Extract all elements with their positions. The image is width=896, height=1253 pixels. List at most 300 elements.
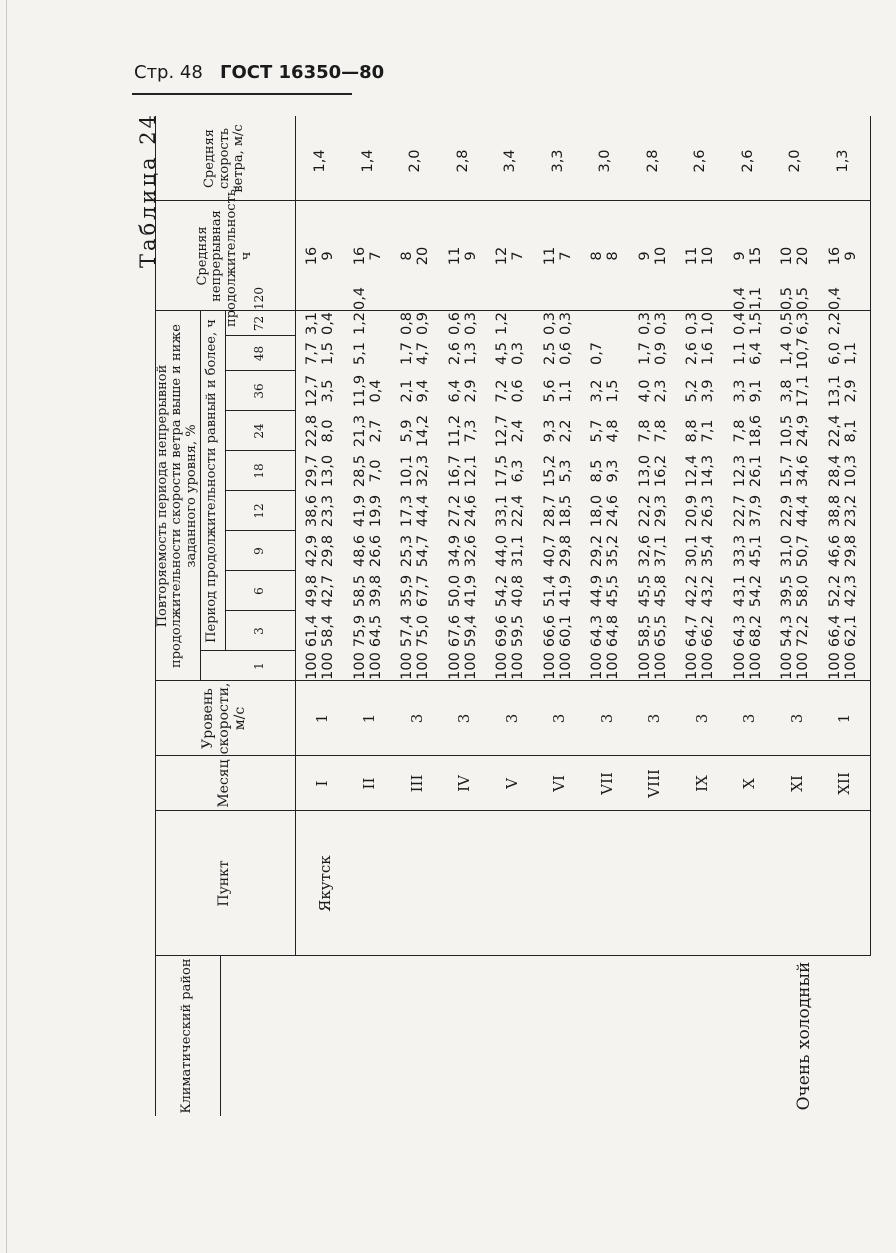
- value-cell: 1,0: [700, 311, 716, 336]
- value-cell: 23,3: [320, 494, 336, 528]
- value-cell: 49,8: [304, 574, 320, 608]
- value-cell: 2,6: [684, 341, 700, 366]
- value-cell: 100: [541, 652, 558, 680]
- value-cell: 3,9: [700, 379, 716, 403]
- value-cell: 100: [304, 652, 320, 680]
- month-cell-X: X: [740, 778, 759, 789]
- header-speed-level-text: Уровень скорости, м/с: [200, 682, 248, 755]
- value-cell: 100: [652, 652, 669, 680]
- value-cell: 18,0: [589, 494, 605, 528]
- value-cell: 57,4: [399, 614, 415, 648]
- avg-speed-cell: 2,6: [739, 149, 756, 173]
- value-cell: 66,6: [541, 614, 558, 648]
- hour-header-3: 3: [252, 627, 267, 635]
- level-cell: 1: [312, 713, 331, 724]
- value-cell: 1,1: [731, 341, 748, 366]
- value-cell: 12,4: [684, 454, 700, 488]
- value-cell: 35,4: [700, 534, 716, 568]
- value-cell: 64,5: [367, 614, 384, 648]
- standard-code: ГОСТ 16350—80: [220, 62, 385, 83]
- value-cell: 100: [636, 652, 653, 680]
- month-cell-IX: IX: [692, 775, 711, 792]
- rule-col-h9: [225, 335, 295, 336]
- value-cell: 24,6: [462, 494, 479, 528]
- avg-duration-cell: 7: [557, 251, 574, 261]
- value-cell: 1,6: [700, 341, 716, 366]
- avg-duration-cell: 9: [636, 251, 653, 261]
- value-cell: 29,8: [842, 534, 859, 568]
- month-cell-VI: VI: [550, 775, 569, 792]
- value-cell: 2,2: [826, 311, 843, 336]
- value-cell: 28,4: [826, 454, 843, 488]
- value-cell: 0,9: [415, 311, 431, 336]
- hour-header-24: 24: [252, 423, 267, 439]
- value-cell: 67,7: [415, 574, 431, 608]
- value-cell: 42,2: [684, 574, 700, 608]
- value-cell: 22,2: [636, 494, 653, 528]
- value-cell: 0,7: [589, 341, 605, 366]
- avg-duration-cell: 9: [842, 251, 859, 261]
- rule-col-h1: [200, 650, 295, 651]
- value-cell: 65,5: [652, 614, 669, 648]
- value-cell: 32,6: [636, 534, 653, 568]
- value-cell: 20,9: [684, 494, 700, 528]
- value-cell: 45,8: [652, 574, 669, 608]
- value-cell: 100: [367, 652, 384, 680]
- value-cell: 13,0: [636, 454, 653, 488]
- page-header: [134, 62, 384, 83]
- value-cell: 2,9: [842, 379, 859, 403]
- header-avg-duration-text: Средняя непрерывная продолжительность, ч: [194, 185, 254, 327]
- avg-speed-cell: 2,6: [692, 149, 708, 173]
- header-rule: [132, 93, 352, 95]
- level-cell: 1: [835, 713, 854, 724]
- value-cell: 100: [351, 652, 368, 680]
- value-cell: 0,4: [731, 311, 748, 336]
- value-cell: 51,4: [541, 574, 558, 608]
- hour-header-36: 36: [252, 383, 267, 399]
- hour-header-12: 12: [252, 503, 267, 519]
- level-cell: 3: [407, 713, 426, 724]
- header-month-text: Месяц: [216, 759, 233, 808]
- value-cell: 1,5: [747, 311, 764, 336]
- avg-duration-cell: 8: [605, 251, 621, 261]
- value-cell: 7,0: [367, 459, 384, 483]
- value-cell: 100: [462, 652, 479, 680]
- value-cell: 30,1: [684, 534, 700, 568]
- value-cell: 3,5: [320, 379, 336, 403]
- value-cell: 2,1: [399, 379, 415, 403]
- value-cell: 4,5: [494, 341, 510, 366]
- avg-duration-cell: 10: [700, 246, 716, 266]
- value-cell: 1,4: [779, 341, 795, 366]
- value-cell: 31,0: [779, 534, 795, 568]
- header-avg-speed-text: Средняя скорость ветра, м/с: [202, 124, 247, 193]
- avg-duration-cell: 20: [415, 246, 431, 266]
- rule-col-period-end: [155, 310, 870, 311]
- value-cell: 1,1: [747, 286, 764, 311]
- level-cell: 3: [645, 713, 664, 724]
- header-station-text: Пункт: [216, 860, 233, 907]
- value-cell: 40,8: [510, 574, 526, 608]
- climate-region-text: Очень холодный: [794, 961, 815, 1111]
- value-cell: 41,9: [557, 574, 574, 608]
- value-cell: 75,0: [415, 614, 431, 648]
- value-cell: 1,1: [557, 379, 574, 403]
- value-cell: 100: [747, 652, 764, 680]
- value-cell: 100: [700, 652, 716, 680]
- value-cell: 10,5: [779, 414, 795, 448]
- rule-top: [155, 116, 156, 1116]
- value-cell: 7,8: [652, 419, 669, 443]
- value-cell: 0,3: [684, 311, 700, 336]
- header-period-text: Период продолжительности равный и более, ч: [204, 319, 220, 643]
- value-cell: 31,1: [510, 534, 526, 568]
- avg-duration-cell: 11: [541, 246, 558, 266]
- value-cell: 50,0: [446, 574, 463, 608]
- value-cell: 7,2: [494, 379, 510, 403]
- value-cell: 38,6: [304, 494, 320, 528]
- value-cell: 11,2: [446, 414, 463, 448]
- value-cell: 39,8: [367, 574, 384, 608]
- value-cell: 0,6: [557, 341, 574, 366]
- header-station: [155, 811, 295, 956]
- rule-col-h7: [225, 410, 295, 411]
- avg-duration-cell: 8: [399, 251, 415, 261]
- month-cell-VIII: VIII: [645, 769, 664, 798]
- value-cell: 37,1: [652, 534, 669, 568]
- value-cell: 64,3: [731, 614, 748, 648]
- value-cell: 0,4: [826, 286, 843, 311]
- value-cell: 0,5: [795, 286, 811, 311]
- value-cell: 54,2: [494, 574, 510, 608]
- avg-duration-cell: 20: [795, 246, 811, 266]
- value-cell: 0,4: [731, 286, 748, 311]
- hour-header-120: 120: [252, 287, 267, 310]
- value-cell: 14,3: [700, 454, 716, 488]
- avg-speed-cell: 2,8: [644, 149, 661, 173]
- value-cell: 24,6: [605, 494, 621, 528]
- value-cell: 27,2: [446, 494, 463, 528]
- value-cell: 44,4: [415, 494, 431, 528]
- value-cell: 0,6: [446, 311, 463, 336]
- value-cell: 1,3: [462, 341, 479, 366]
- avg-duration-cell: 16: [304, 246, 320, 266]
- value-cell: 3,2: [589, 379, 605, 403]
- value-cell: 10,3: [842, 454, 859, 488]
- rule-col-h2: [225, 610, 295, 611]
- value-cell: 66,4: [826, 614, 843, 648]
- value-cell: 0,5: [779, 311, 795, 336]
- value-cell: 0,3: [541, 311, 558, 336]
- value-cell: 100: [826, 652, 843, 680]
- level-cell: 3: [502, 713, 521, 724]
- value-cell: 15,2: [541, 454, 558, 488]
- value-cell: 0,3: [636, 311, 653, 336]
- value-cell: 100: [510, 652, 526, 680]
- value-cell: 1,5: [320, 341, 336, 366]
- value-cell: 64,3: [589, 614, 605, 648]
- value-cell: 42,7: [320, 574, 336, 608]
- value-cell: 2,6: [446, 341, 463, 366]
- value-cell: 58,5: [636, 614, 653, 648]
- value-cell: 35,9: [399, 574, 415, 608]
- value-cell: 100: [399, 652, 415, 680]
- value-cell: 62,1: [842, 614, 859, 648]
- value-cell: 22,4: [826, 414, 843, 448]
- value-cell: 100: [557, 652, 574, 680]
- value-cell: 5,6: [541, 379, 558, 403]
- value-cell: 22,4: [510, 494, 526, 528]
- value-cell: 16,2: [652, 454, 669, 488]
- value-cell: 59,4: [462, 614, 479, 648]
- avg-speed-cell: 1,4: [312, 149, 328, 173]
- value-cell: 0,3: [557, 311, 574, 336]
- value-cell: 10,1: [399, 454, 415, 488]
- value-cell: 10,7: [795, 337, 811, 370]
- value-cell: 17,5: [494, 454, 510, 488]
- value-cell: 0,4: [320, 311, 336, 336]
- avg-duration-cell: 8: [589, 251, 605, 261]
- value-cell: 100: [589, 652, 605, 680]
- value-cell: 0,6: [510, 379, 526, 403]
- value-cell: 40,7: [541, 534, 558, 568]
- hour-header-1: 1: [252, 662, 267, 670]
- value-cell: 7,7: [304, 341, 320, 366]
- month-cell-I: I: [312, 780, 331, 787]
- value-cell: 9,1: [747, 379, 764, 403]
- avg-duration-cell: 11: [684, 246, 700, 266]
- value-cell: 9,4: [415, 379, 431, 403]
- avg-duration-cell: 7: [367, 251, 384, 261]
- value-cell: 100: [605, 652, 621, 680]
- value-cell: 5,7: [589, 419, 605, 443]
- header-climate-region-text: Климатический район: [179, 958, 195, 1114]
- value-cell: 45,5: [605, 574, 621, 608]
- value-cell: 50,7: [795, 534, 811, 568]
- value-cell: 0,3: [652, 311, 669, 336]
- value-cell: 13,1: [826, 374, 843, 408]
- avg-duration-cell: 10: [779, 246, 795, 266]
- avg-duration-cell: 10: [652, 246, 669, 266]
- value-cell: 32,6: [462, 534, 479, 568]
- value-cell: 41,9: [351, 494, 368, 528]
- level-cell: 3: [740, 713, 759, 724]
- value-cell: 4,0: [636, 379, 653, 403]
- value-cell: 18,6: [747, 414, 764, 448]
- value-cell: 6,4: [747, 341, 764, 366]
- value-cell: 68,2: [747, 614, 764, 648]
- value-cell: 5,2: [684, 379, 700, 403]
- avg-duration-cell: 9: [320, 251, 336, 261]
- value-cell: 34,6: [795, 454, 811, 488]
- value-cell: 54,3: [779, 614, 795, 648]
- value-cell: 64,8: [605, 614, 621, 648]
- value-cell: 100: [415, 652, 431, 680]
- rule-col-h3: [225, 570, 295, 571]
- value-cell: 100: [779, 652, 795, 680]
- value-cell: 0,4: [351, 286, 368, 311]
- value-cell: 12,7: [494, 414, 510, 448]
- value-cell: 29,7: [304, 454, 320, 488]
- value-cell: 14,2: [415, 414, 431, 448]
- value-cell: 0,4: [367, 379, 384, 403]
- rule-col-h4: [225, 530, 295, 531]
- value-cell: 11,9: [351, 374, 368, 408]
- rule-header-bottom: [295, 116, 296, 956]
- rule-col-h8: [225, 370, 295, 371]
- value-cell: 100: [446, 652, 463, 680]
- value-cell: 54,7: [415, 534, 431, 568]
- value-cell: 100: [731, 652, 748, 680]
- level-cell: 3: [692, 713, 711, 724]
- value-cell: 29,3: [652, 494, 669, 528]
- value-cell: 6,3: [795, 311, 811, 336]
- value-cell: 18,5: [557, 494, 574, 528]
- value-cell: 64,7: [684, 614, 700, 648]
- rule-col-duration-end: [155, 200, 870, 201]
- value-cell: 15,7: [779, 454, 795, 488]
- value-cell: 44,4: [795, 494, 811, 528]
- avg-speed-cell: 3,0: [597, 149, 613, 173]
- avg-speed-cell: 3,4: [502, 149, 518, 173]
- value-cell: 3,3: [731, 379, 748, 403]
- avg-duration-cell: 9: [462, 251, 479, 261]
- station-cell: [305, 811, 345, 956]
- value-cell: 17,3: [399, 494, 415, 528]
- value-cell: 28,7: [541, 494, 558, 528]
- hour-header-9: 9: [252, 547, 267, 555]
- value-cell: 0,9: [652, 341, 669, 366]
- value-cell: 58,5: [351, 574, 368, 608]
- scan-edge: [6, 0, 7, 1253]
- table-title-text: Таблица 24: [136, 112, 160, 268]
- value-cell: 16,7: [446, 454, 463, 488]
- value-cell: 2,7: [367, 419, 384, 443]
- value-cell: 39,5: [779, 574, 795, 608]
- rule-period-bottom: [225, 311, 226, 651]
- value-cell: 29,8: [557, 534, 574, 568]
- value-cell: 42,3: [842, 574, 859, 608]
- value-cell: 8,5: [589, 459, 605, 483]
- hour-header-48: 48: [252, 345, 267, 362]
- value-cell: 67,6: [446, 614, 463, 648]
- value-cell: 58,4: [320, 614, 336, 648]
- page-number: Стр. 48: [134, 62, 203, 83]
- value-cell: 34,9: [446, 534, 463, 568]
- value-cell: 100: [494, 652, 510, 680]
- value-cell: 26,6: [367, 534, 384, 568]
- value-cell: 7,8: [636, 419, 653, 443]
- avg-speed-cell: 3,3: [549, 149, 566, 173]
- header-period: [200, 311, 225, 651]
- value-cell: 19,9: [367, 494, 384, 528]
- value-cell: 12,7: [304, 374, 320, 408]
- rule-col-climate: [155, 955, 870, 956]
- value-cell: 6,3: [510, 459, 526, 483]
- level-cell: 3: [597, 713, 616, 724]
- value-cell: 38,8: [826, 494, 843, 528]
- value-cell: 6,4: [446, 379, 463, 403]
- value-cell: 37,9: [747, 494, 764, 528]
- value-cell: 4,8: [605, 419, 621, 443]
- header-speed-level: [155, 681, 295, 756]
- value-cell: 1,7: [399, 341, 415, 366]
- value-cell: 12,1: [462, 454, 479, 488]
- rule-col-h6: [225, 450, 295, 451]
- value-cell: 45,1: [747, 534, 764, 568]
- value-cell: 75,9: [351, 614, 368, 648]
- avg-speed-cell: 2,0: [787, 149, 803, 173]
- value-cell: 41,9: [462, 574, 479, 608]
- avg-duration-cell: 7: [510, 251, 526, 261]
- value-cell: 12,3: [731, 454, 748, 488]
- value-cell: 9,3: [605, 459, 621, 483]
- rule-bottom: [870, 116, 871, 956]
- value-cell: 42,9: [304, 534, 320, 568]
- value-cell: 23,2: [842, 494, 859, 528]
- value-cell: 3,8: [779, 379, 795, 403]
- value-cell: 22,8: [304, 414, 320, 448]
- value-cell: 1,5: [605, 379, 621, 403]
- value-cell: 24,9: [795, 414, 811, 448]
- value-cell: 26,1: [747, 454, 764, 488]
- value-cell: 22,7: [731, 494, 748, 528]
- value-cell: 33,3: [731, 534, 748, 568]
- avg-duration-cell: 16: [826, 246, 843, 266]
- value-cell: 100: [684, 652, 700, 680]
- level-cell: 3: [787, 713, 806, 724]
- value-cell: 35,2: [605, 534, 621, 568]
- value-cell: 48,6: [351, 534, 368, 568]
- climate-region-cell: [755, 956, 855, 1116]
- value-cell: 0,5: [779, 286, 795, 311]
- avg-duration-cell: 12: [494, 246, 510, 266]
- value-cell: 22,9: [779, 494, 795, 528]
- header-repeatability: [155, 311, 200, 681]
- value-cell: 54,2: [747, 574, 764, 608]
- rule-col-level: [155, 680, 870, 681]
- value-cell: 8,0: [320, 419, 336, 443]
- value-cell: 2,9: [462, 379, 479, 403]
- rule-repeat-bottom: [200, 311, 201, 681]
- value-cell: 1,7: [636, 341, 653, 366]
- value-cell: 61,4: [304, 614, 320, 648]
- value-cell: 44,0: [494, 534, 510, 568]
- value-cell: 32,3: [415, 454, 431, 488]
- avg-duration-cell: 16: [351, 246, 368, 266]
- value-cell: 45,5: [636, 574, 653, 608]
- value-cell: 25,3: [399, 534, 415, 568]
- value-cell: 72,2: [795, 614, 811, 648]
- value-cell: 29,2: [589, 534, 605, 568]
- value-cell: 100: [320, 652, 336, 680]
- value-cell: 46,6: [826, 534, 843, 568]
- level-cell: 3: [455, 713, 474, 724]
- header-repeatability-text: Повторяемость периода непрерывной продолжительности скорости ветра выше и ниже заданного уровня, %: [154, 324, 199, 668]
- value-cell: 100: [795, 652, 811, 680]
- value-cell: 2,5: [541, 341, 558, 366]
- value-cell: 0,3: [510, 341, 526, 366]
- avg-duration-cell: 11: [446, 246, 463, 266]
- month-cell-V: V: [502, 778, 521, 789]
- rule-col-h5: [225, 490, 295, 491]
- header-month: [155, 756, 295, 811]
- value-cell: 33,1: [494, 494, 510, 528]
- rotated-table: [155, 116, 870, 1116]
- value-cell: 8,1: [842, 419, 859, 443]
- value-cell: 21,3: [351, 414, 368, 448]
